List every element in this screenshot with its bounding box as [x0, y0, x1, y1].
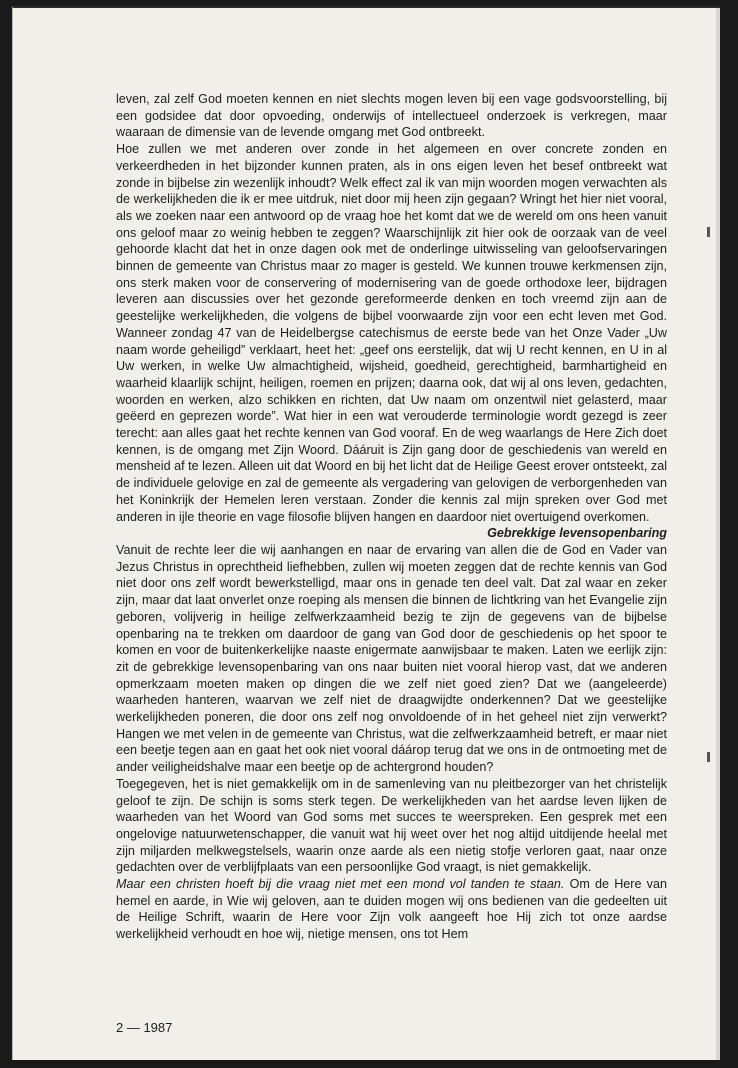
margin-mark — [707, 227, 710, 237]
page-edge — [716, 8, 720, 1060]
paragraph: Toegegeven, het is niet gemakkelijk om in de samenleving van nu pleitbezorger van het christelijk geloof te zijn. De schijn is soms sterk tegen. De werkelijkheden van het aardse leven lijken de waarheden van het Woord van God soms met succes te weerspreken. Een gesprek met een ongelovige natuurwetenschapper, die vanuit wat hij weet over het nog altijd uitdijende heelal met zijn miljarden melkwegstelsels, waarin onze aarde als een nietig stofje verloren gaat, naar onze gedachten over de verblijfplaats van een persoonlijke God vraagt, is niet gemakkelijk. — [116, 776, 667, 875]
paragraph — [116, 876, 667, 943]
paragraph: Hoe zullen we met anderen over zonde in het algemeen en over concrete zonden en verkeerdheden in het bijzonder kunnen praten, als in ons eigen leven het besef ontbreekt wat zonde in bijbelse zin wezenlijk inhoudt? Welk effect zal ik van mijn woorden mogen verwachten als de werkelijkheden die ik er mee uitdruk, niet door mij heen zijn gegaan? Wringt het hier niet vooral, als we zoeken naar een antwoord op de vraag hoe het komt dat we de wereld om ons heen vanuit ons geloof maar zo weinig hebben te zeggen? Waarschijnlijk zit hier ook de oorzaak van de veel gehoorde klacht dat het in onze dagen ook met de onderlinge uitwisseling van geloofservaringen binnen de gemeente van Christus maar zo mager is gesteld. We kunnen trouwe kerkmensen zijn, ons sterk maken voor de conservering of modernisering van de goede orthodoxe leer, bijdragen leveren aan discussies over het gezonde gereformeerde denken en toch vreemd zijn aan de geestelijke werkelijkheden, die volgens de bijbel voorwaarde zijn voor een echt leven met God. Wanneer zondag 47 van de Heidelbergse catechismus de eerste bede van het Onze Vader „Uw naam worde geheiligd” verklaart, heet het: „geef ons eerstelijk, dat wij U recht kennen, en U in al Uw werken, in welke Uw almachtigheid, wijsheid, goedheid, gerechtigheid, barmhartigheid en waarheid klaarlijk schijnt, heiligen, roemen en prijzen; daarna ook, dat wij al ons leven, gedachten, woorden en werken, alzo schikken en richten, dat Uw naam om onzentwil niet gelasterd, maar geëerd en geprezen worde”. Wat hier in een wat verouderde terminologie wordt gezegd is zeer terecht: aan alles gaat het rechte kennen van God vooraf. En de weg waarlangs de Here Zich doet kennen, is de omgang met Zijn Woord. Dááruit is Zijn gang door de geschiedenis van wereld en mensheid af te lezen. Alleen uit dat Woord en bij het licht dat de Heilige Geest erover ontsteekt, zal de individuele gelovige en zal de gemeente als vergadering van gelovigen de verborgenheden van het Koninkrijk der Hemelen leren verstaan. Zonder die kennis zal mijn spreken over God met anderen in ijle theorie en vage filosofie blijven hangen en daardoor niet overtuigend overkomen. — [116, 142, 667, 524]
italic-sentence: Maar een christen hoeft bij die vraag niet met een mond vol tanden te staan. — [116, 877, 565, 892]
page-footer: 2 — 1987 — [116, 1020, 173, 1035]
paragraph-continuation: Om de Here van hemel en aarde, in Wie wij geloven, aan te duiden mogen wij ons bedienen van die gedeelten uit de Heilige Schrift, waarin de Here voor Zijn volk aangeeft hoe Hij zich tot onze aardse werkelijkheid verhoudt en hoe wij, nietige mensen, ons tot Hem — [116, 877, 667, 942]
paragraph: Vanuit de rechte leer die wij aanhangen en naar de ervaring van allen die de God en Vader van Jezus Christus in oprechtheid liefhebben, zullen wij moeten zeggen dat de rechte kennis van God niet door ons zelf wordt bewerkstelligd, maar ons in genade ten deel valt. Dat zal waar en zeker zijn, maar dat laat onverlet onze roeping als mensen die binnen de lichtkring van het Evangelie zijn geboren, volijverig in heilige zelfwerkzaamheid bezig te zijn de gegevens van de bijbelse openbaring na te trekken om daardoor de gang van God door de geschiedenis op het spoor te komen en voor de buitenkerkelijke naaste enigermate aanwijsbaar te maken. Laten we eerlijk zijn: zit de gebrekkige levensopenbaring van ons naar buiten niet vooral hierop vast, dat we anderen opmerkzaam moeten maken op dingen die we zelf niet goed zien? Dat we (aangeleerde) waarheden hanteren, waarvan we zelf niet de draagwijdte onderkennen? Dat we geestelijke werkelijkheden poneren, die door ons zelf nog onvoldoende of in het geheel niet zijn verwerkt? Hangen we met velen in de gemeente van Christus, wat die zelfwerkzaamheid betreft, er maar niet een beetje tegen aan en gaat het ook niet vooral dáárop terug dat we ons in de ontmoeting met de ander veiligheidshalve maar een beetje op de achtergrond houden? — [116, 542, 667, 775]
page — [12, 6, 720, 1060]
paragraph: leven, zal zelf God moeten kennen en niet slechts mogen leven bij een vage godsvoorstelling, bij een godsidee dat door opvoeding, onderwijs of intellectueel onderzoek is verkregen, maar waaraan de dimensie van de levende omgang met God ontbreekt. — [116, 92, 667, 140]
margin-mark — [707, 752, 710, 762]
section-heading: Gebrekkige levensopenbaring — [487, 526, 667, 541]
body-text — [116, 91, 667, 943]
